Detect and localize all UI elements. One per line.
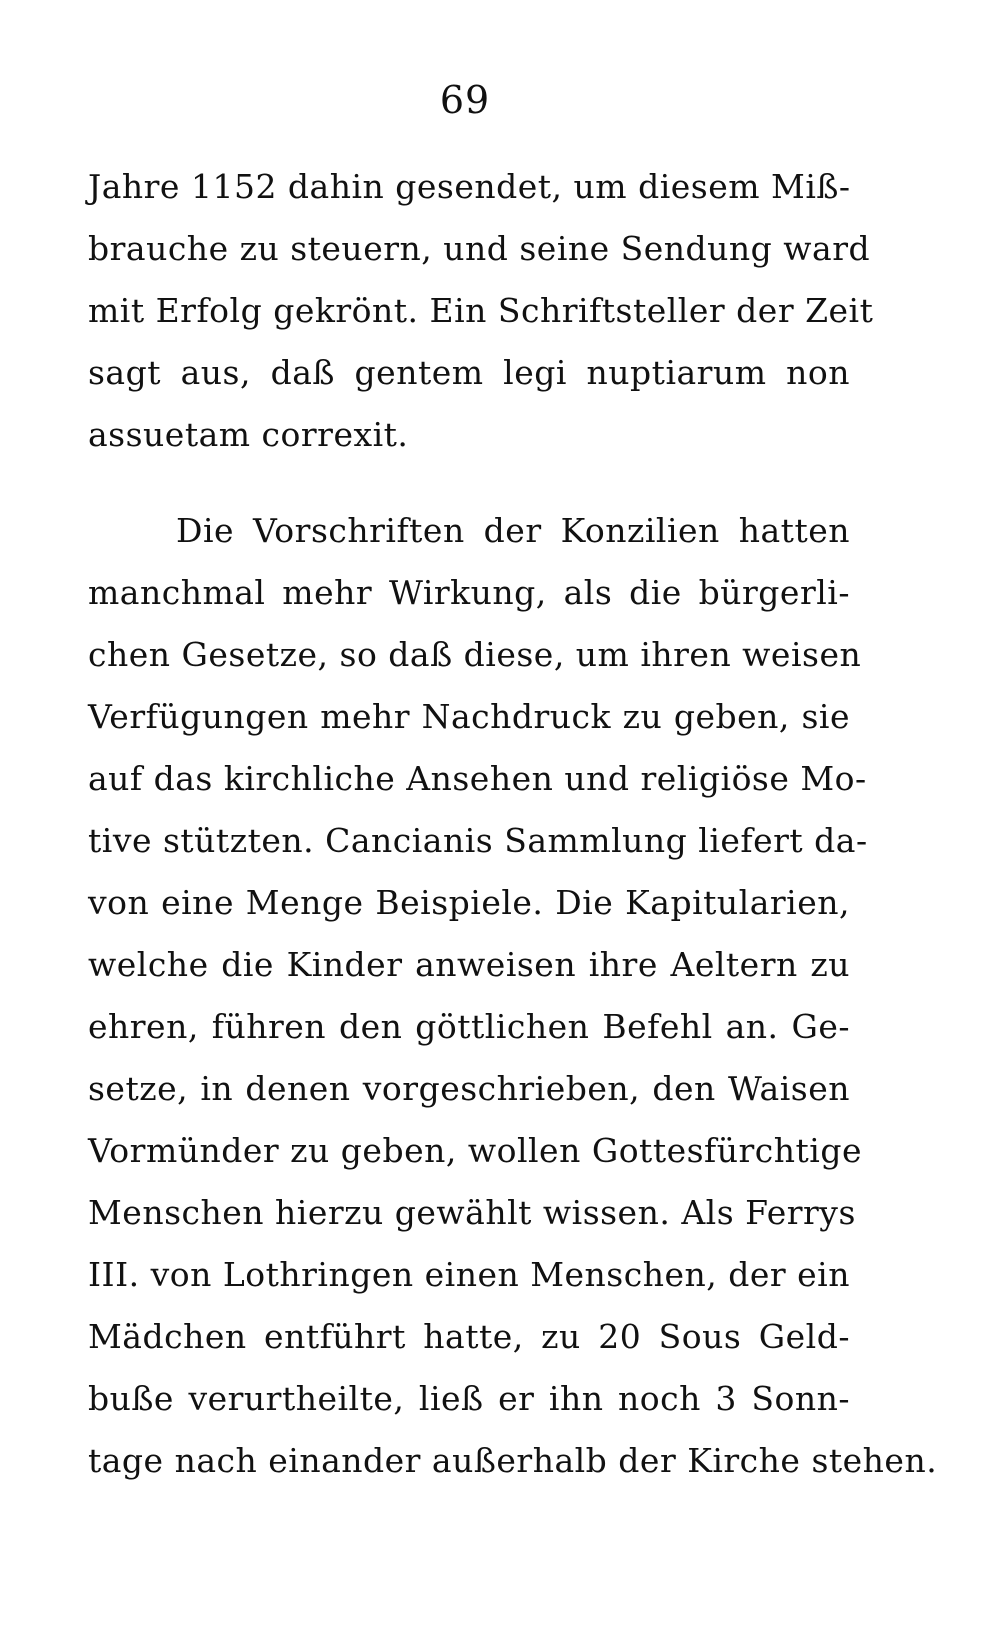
text-line: mit Erfolg gekrönt. Ein Schriftsteller der Zeit [88, 291, 874, 330]
text-line: auf das kirchliche Ansehen und religiöse Mo- [88, 759, 867, 798]
text-line: ehren, führen den göttlichen Befehl an. Ge- [88, 1007, 850, 1046]
text-line: setze, in denen vorgeschrieben, den Waisen [88, 1069, 850, 1108]
text-line: III. von Lothringen einen Menschen, der ein [88, 1255, 850, 1294]
text-line: Vormünder zu geben, wollen Gottesfürchtige [88, 1131, 862, 1170]
text-line: chen Gesetze, so daß diese, um ihren weisen [88, 635, 862, 674]
text-line: assuetam correxit. [88, 415, 409, 454]
text-line: buße verurtheilte, ließ er ihn noch 3 Sonn- [88, 1379, 850, 1418]
text-line: Menschen hierzu gewählt wissen. Als Ferrys [88, 1193, 856, 1232]
text-line: sagt aus, daß gentem legi nuptiarum non [88, 353, 850, 392]
text-line: Mädchen entführt hatte, zu 20 Sous Geld- [88, 1317, 850, 1356]
text-line: tive stützten. Cancianis Sammlung liefert da- [88, 821, 868, 860]
page-number: 69 [439, 78, 491, 122]
text-line: welche die Kinder anweisen ihre Aeltern zu [88, 945, 850, 984]
text-line: Die Vorschriften der Konzilien hatten [176, 511, 850, 550]
paragraph-1 [88, 156, 874, 466]
text-line: von eine Menge Beispiele. Die Kapitularien, [88, 883, 850, 922]
text-line: Jahre 1152 dahin gesendet, um diesem Miß- [88, 167, 851, 206]
text-line: tage nach einander außerhalb der Kirche stehen. [88, 1441, 938, 1480]
text-line: brauche zu steuern, und seine Sendung ward [88, 229, 871, 268]
text-line: manchmal mehr Wirkung, als die bürgerli- [88, 573, 850, 612]
paragraph-2 [88, 500, 938, 1492]
text-line: Verfügungen mehr Nachdruck zu geben, sie [88, 697, 850, 736]
